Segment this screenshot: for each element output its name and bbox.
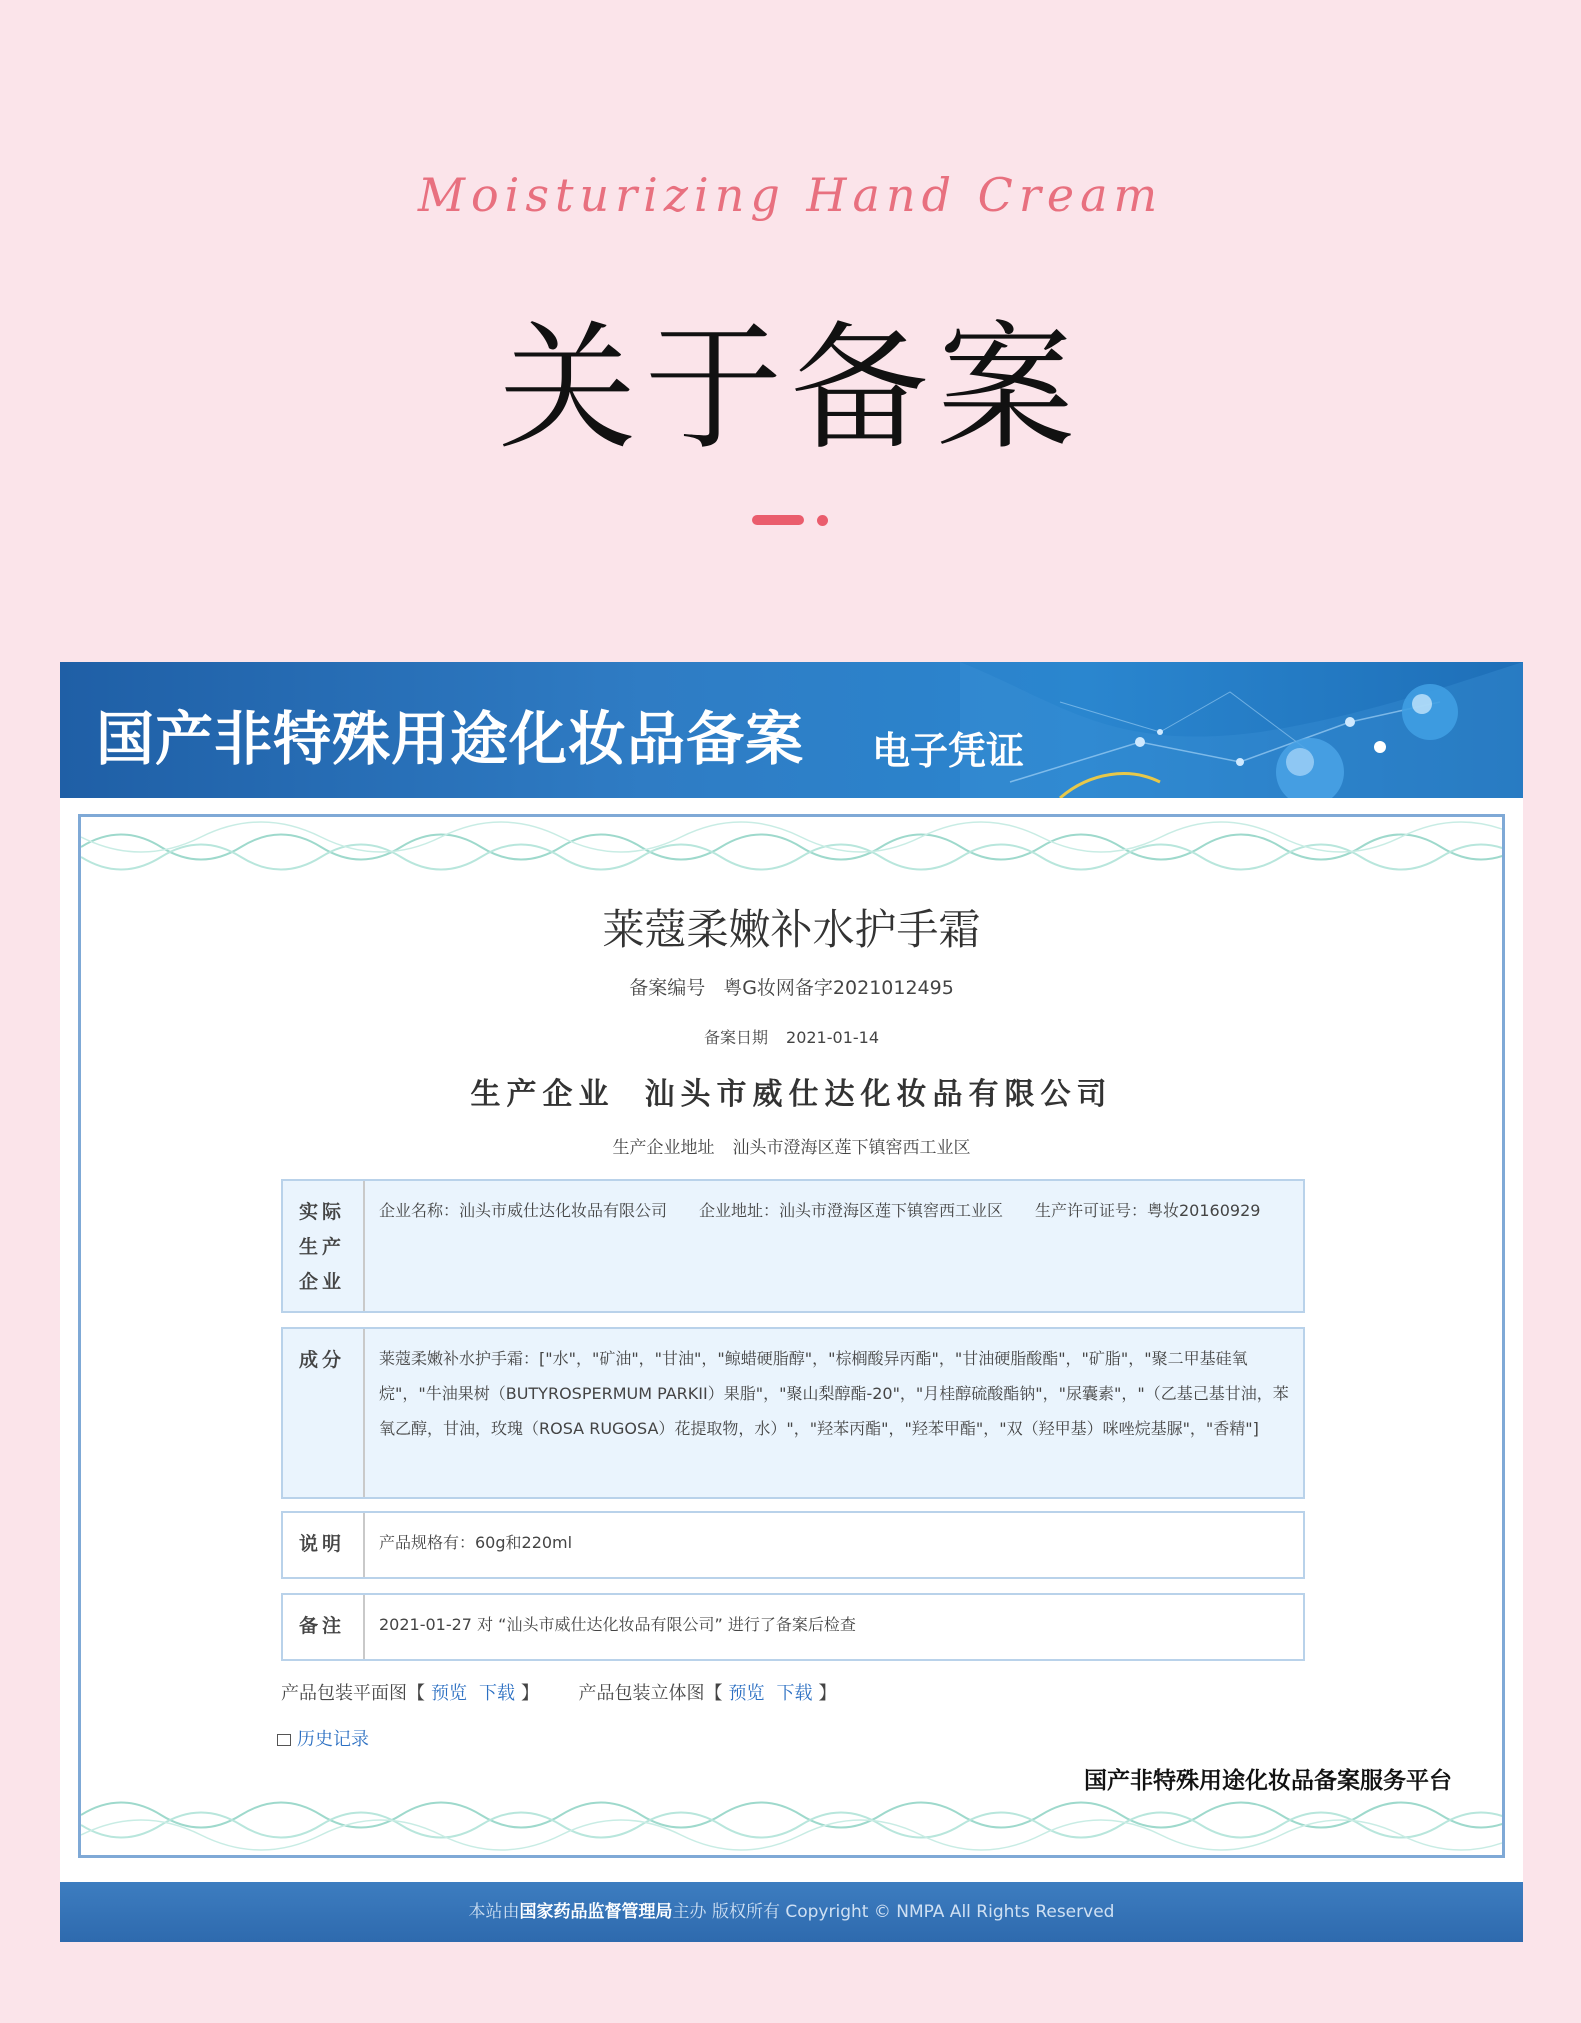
footer-org: 国家药品监督管理局 [519, 1902, 673, 1922]
footer-prefix: 本站由 [468, 1902, 520, 1922]
flat-package-label: 产品包装平面图 [281, 1683, 407, 1704]
bracket-close: 】 [521, 1683, 539, 1704]
guilloche-bottom [81, 1785, 1502, 1855]
ingredients-box [281, 1327, 1305, 1499]
certificate-banner [60, 662, 1523, 798]
solid-download-link[interactable]: 下载 [776, 1683, 813, 1704]
description-label: 说明 [283, 1513, 365, 1577]
certificate [60, 662, 1523, 1942]
bracket-open: 【 [704, 1683, 723, 1704]
description-text: 产品规格有：60g和220ml [379, 1533, 573, 1552]
address-value: 汕头市澄海区莲下镇窖西工业区 [732, 1138, 971, 1158]
ingredients-text: 莱蔻柔嫩补水护手霜：["水"，"矿油"，"甘油"，"鲸蜡硬脂醇"，"棕榈酸异丙酯"，"甘油硬脂酸酯"，"矿脂"，"聚二甲基硅氧烷"，"牛油果树（BUTYROSPERMUM PARKII）果脂"，"聚山梨醇酯-20"，"月桂醇硫酸酯钠"，"尿囊素"，"（乙基己基甘油，苯氧乙醇，甘油，玫瑰（ROSA RUGOSA）花提取物，水）"，"羟苯丙酯"，"羟苯甲酯"，"双（羟甲基）咪唑烷基脲"，"香精"] [379, 1349, 1289, 1438]
page-title: 关于备案 [498, 308, 1083, 469]
history-label: 历史记录 [297, 1729, 369, 1750]
manufacturer-label: 生产企业 [470, 1077, 615, 1112]
divider-dot [817, 515, 828, 526]
guilloche-top [81, 817, 1502, 887]
record-number-value: 粤G妆网备字2021012495 [723, 977, 954, 999]
description-box [281, 1511, 1305, 1579]
remark-box [281, 1593, 1305, 1661]
certificate-frame [78, 814, 1505, 1858]
title-divider [750, 514, 850, 526]
record-date [81, 1025, 1502, 1048]
divider-bar [752, 515, 804, 525]
bracket-close: 】 [818, 1683, 837, 1704]
platform-name: 国产非特殊用途化妆品备案服务平台 [1084, 1768, 1452, 1794]
script-title: Moisturizing Hand Cream [417, 168, 1164, 222]
banner-subtitle: 电子凭证 [872, 728, 1025, 773]
actual-manufacturer-label: 实际生产企业 [283, 1181, 365, 1311]
flat-preview-link[interactable]: 预览 [431, 1683, 467, 1704]
actual-manufacturer-text: 企业名称：汕头市威仕达化妆品有限公司 企业地址：汕头市澄海区莲下镇窖西工业区 生产许可证号：粤妆20160929 [379, 1201, 1261, 1220]
manufacturer-address [81, 1133, 1502, 1158]
manufacturer [81, 1069, 1502, 1113]
remark-text: 2021-01-27 对 “汕头市威仕达化妆品有限公司” 进行了备案后检查 [379, 1615, 856, 1634]
manufacturer-value: 汕头市威仕达化妆品有限公司 [644, 1077, 1113, 1112]
remark-label: 备注 [283, 1595, 365, 1659]
bracket-open: 【 [407, 1683, 425, 1704]
record-number-label: 备案编号 [629, 977, 706, 999]
record-date-label: 备案日期 [704, 1028, 769, 1047]
solid-preview-link[interactable]: 预览 [728, 1683, 765, 1704]
address-label: 生产企业地址 [612, 1138, 715, 1158]
history-icon [277, 1734, 291, 1746]
banner-title: 国产非特殊用途化妆品备案 [96, 705, 805, 773]
record-number [81, 973, 1502, 1000]
history-link[interactable] [277, 1725, 369, 1751]
actual-manufacturer-box [281, 1179, 1305, 1313]
certificate-footer [60, 1882, 1523, 1942]
ingredients-label: 成分 [283, 1329, 365, 1497]
flat-download-link[interactable]: 下载 [479, 1683, 515, 1704]
footer-suffix: 主办 版权所有 Copyright © NMPA All Rights Reserved [672, 1902, 1115, 1922]
solid-package-label: 产品包装立体图 [578, 1683, 705, 1704]
product-name: 莱蔻柔嫩补水护手霜 [602, 905, 981, 954]
record-date-value: 2021-01-14 [786, 1028, 879, 1047]
package-links [281, 1679, 836, 1705]
